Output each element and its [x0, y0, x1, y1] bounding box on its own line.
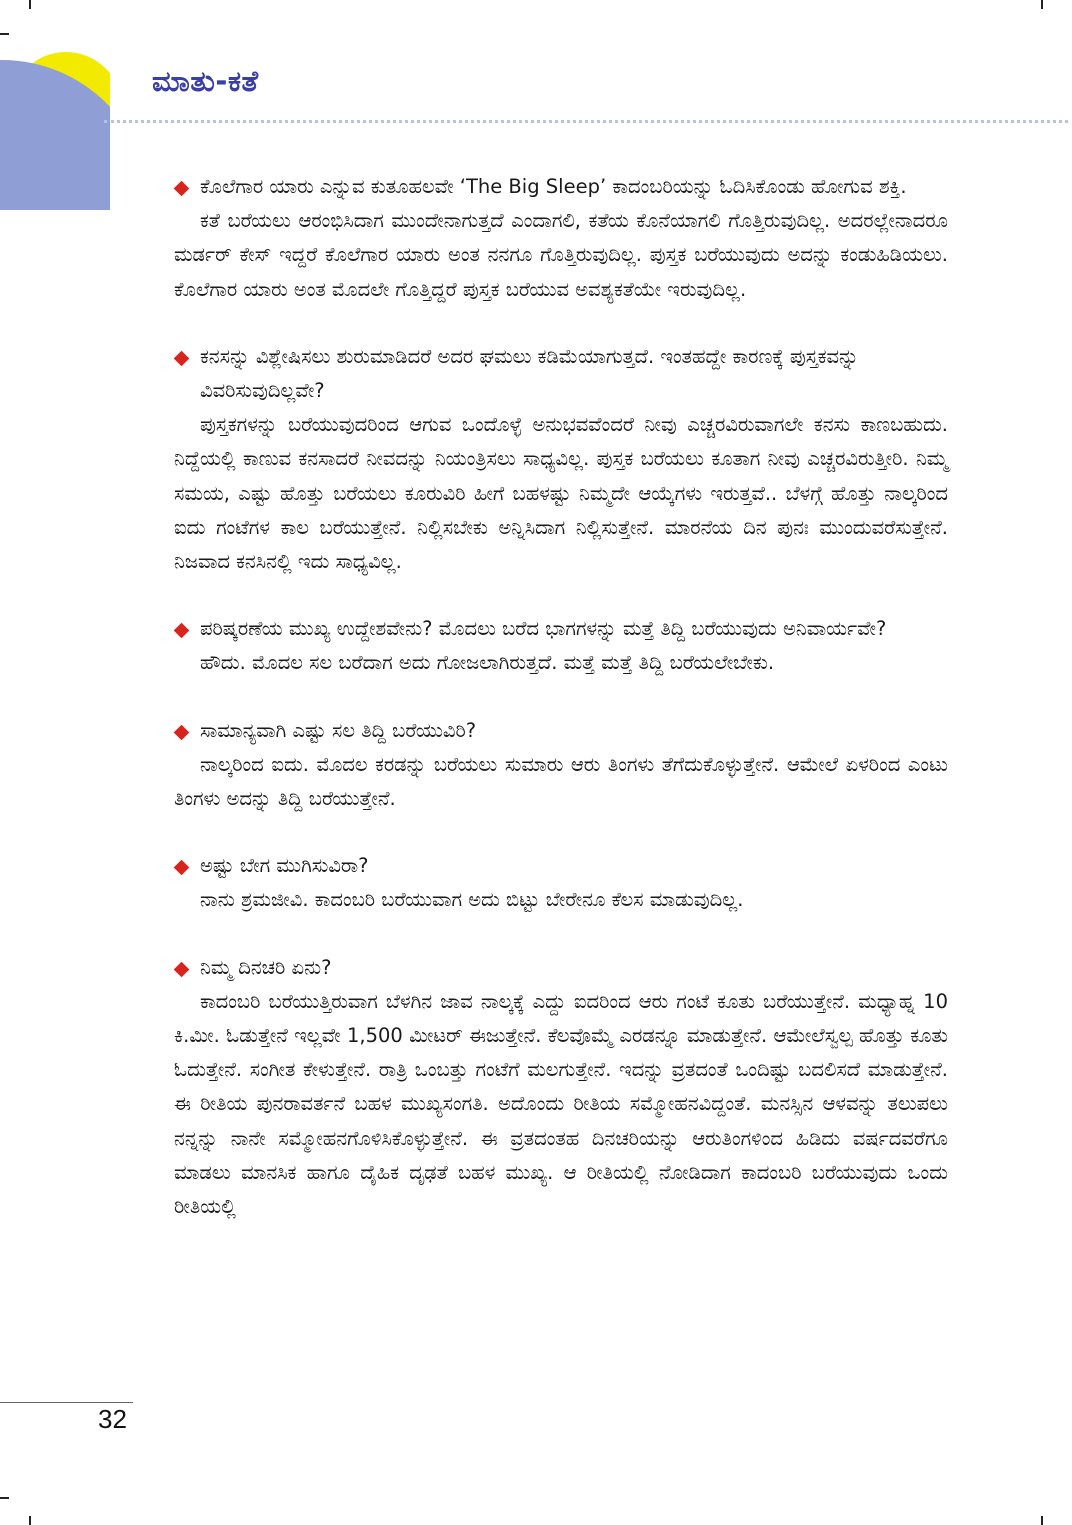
question: ನಿಮ್ಮ ದಿನಚರಿ ಏನು? [174, 951, 948, 985]
red-diamond-bullet-icon [174, 351, 190, 367]
answer: ನಾಲ್ಕರಿಂದ ಐದು. ಮೊದಲ ಕರಡನ್ನು ಬರೆಯಲು ಸುಮಾರು ಆರು ತಿಂಗಳು ತೆಗೆದುಕೊಳ್ಳುತ್ತೇನೆ. ಆಮೇಲೆ ಏಳರಿಂದ ಎಂಟು ತಿಂಗಳು ಅದನ್ನು ತಿದ್ದಿ ಬರೆಯುತ್ತೇನೆ. [174, 752, 948, 811]
question: ಕೊಲೆಗಾರ ಯಾರು ಎನ್ನುವ ಕುತೂಹಲವೇ ‘The Big Sleep’ ಕಾದಂಬರಿಯನ್ನು ಓದಿಸಿಕೊಂಡು ಹೋಗುವ ಶಕ್ತಿ. [174, 170, 948, 204]
crop-mark-bottom-left [29, 1516, 31, 1525]
qa-item [174, 170, 948, 307]
crop-mark-left-bottom [0, 1497, 9, 1499]
red-diamond-bullet-icon [174, 181, 190, 197]
answer: ಪುಸ್ತಕಗಳನ್ನು ಬರೆಯುವುದರಿಂದ ಆಗುವ ಒಂದೊಳ್ಳೆ ಅನುಭವವೆಂದರೆ ನೀವು ಎಚ್ಚರವಿರುವಾಗಲೇ ಕನಸು ಕಾಣಬಹುದು. ನಿದ್ದೆಯಲ್ಲಿ ಕಾಣುವ ಕನಸಾದರೆ ನೀವದನ್ನು ನಿಯಂತ್ರಿಸಲು ಸಾಧ್ಯವಿಲ್ಲ. ಪುಸ್ತಕ ಬರೆಯಲು ಕೂತಾಗ ನೀವು ಎಚ್ಚರವಿರುತ್ತೀರಿ. ನಿಮ್ಮ ಸಮಯ, ಎಷ್ಟು ಹೊತ್ತು ಬರೆಯಲು ಕೂರುವಿರಿ ಹೀಗೆ ಬಹಳಷ್ಟು ನಿಮ್ಮದೇ ಆಯ್ಕೆಗಳು ಇರುತ್ತವೆ.. ಬೆಳಗ್ಗೆ ಹೊತ್ತು ನಾಲ್ಕರಿಂದ ಐದು ಗಂಟೆಗಳ ಕಾಲ ಬರೆಯುತ್ತೇನೆ. ನಿಲ್ಲಿಸಬೇಕು ಅನ್ನಿಸಿದಾಗ ನಿಲ್ಲಿಸುತ್ತೇನೆ. ಮಾರನೆಯ ದಿನ ಪುನಃ ಮುಂದುವರೆಸುತ್ತೇನೆ. ನಿಜವಾದ ಕನಸಿನಲ್ಲಿ ಇದು ಸಾಧ್ಯವಿಲ್ಲ. [174, 413, 948, 574]
qa-item [174, 951, 948, 1225]
answer: ಕತೆ ಬರೆಯಲು ಆರಂಭಿಸಿದಾಗ ಮುಂದೇನಾಗುತ್ತದೆ ಎಂದಾಗಲಿ, ಕತೆಯ ಕೊನೆಯಾಗಲಿ ಗೊತ್ತಿರುವುದಿಲ್ಲ. ಅದರಲ್ಲೇನಾದರೂ ಮರ್ಡರ್ ಕೇಸ್ ಇದ್ದರೆ ಕೊಲೆಗಾರ ಯಾರು ಅಂತ ನನಗೂ ಗೊತ್ತಿರುವುದಿಲ್ಲ. ಪುಸ್ತಕ ಬರೆಯುವುದು ಅದನ್ನು ಕಂಡುಹಿಡಿಯಲು. ಕೊಲೆಗಾರ ಯಾರು ಅಂತ ಮೊದಲೇ ಗೊತ್ತಿದ್ದರೆ ಪುಸ್ತಕ ಬರೆಯುವ ಅವಶ್ಯಕತೆಯೇ ಇರುವುದಿಲ್ಲ. [174, 209, 948, 301]
footer-rule [0, 1402, 133, 1403]
question: ಪರಿಷ್ಕರಣೆಯ ಮುಖ್ಯ ಉದ್ದೇಶವೇನು? ಮೊದಲು ಬರೆದ ಭಾಗಗಳನ್ನು ಮತ್ತೆ ತಿದ್ದಿ ಬರೆಯುವುದು ಅನಿವಾರ್ಯವೇ? [174, 612, 948, 646]
answer: ನಾನು ಶ್ರಮಜೀವಿ. ಕಾದಂಬರಿ ಬರೆಯುವಾಗ ಅದು ಬಿಟ್ಟು ಬೇರೇನೂ ಕೆಲಸ ಮಾಡುವುದಿಲ್ಲ. [200, 888, 744, 912]
question: ಸಾಮಾನ್ಯವಾಗಿ ಎಷ್ಟು ಸಲ ತಿದ್ದಿ ಬರೆಯುವಿರಿ? [174, 714, 948, 748]
red-diamond-bullet-icon [174, 724, 190, 740]
answer: ಕಾದಂಬರಿ ಬರೆಯುತ್ತಿರುವಾಗ ಬೆಳಗಿನ ಜಾವ ನಾಲ್ಕಕ್ಕೆ ಎದ್ದು ಐದರಿಂದ ಆರು ಗಂಟೆ ಕೂತು ಬರೆಯುತ್ತೇನೆ. ಮಧ್ಯಾಹ್ನ 10 ಕಿ.ಮೀ. ಓಡುತ್ತೇನೆ ಇಲ್ಲವೇ 1,500 ಮೀಟರ್ ಈಜುತ್ತೇನೆ. ಕೆಲವೊಮ್ಮೆ ಎರಡನ್ನೂ ಮಾಡುತ್ತೇನೆ. ಆಮೇಲೆಸ್ವಲ್ಪ ಹೊತ್ತು ಕೂತು ಓದುತ್ತೇನೆ. ಸಂಗೀತ ಕೇಳುತ್ತೇನೆ. ರಾತ್ರಿ ಒಂಬತ್ತು ಗಂಟೆಗೆ ಮಲಗುತ್ತೇನೆ. ಇದನ್ನು ವ್ರತದಂತೆ ಒಂದಿಷ್ಟು ಬದಲಿಸದೆ ಮಾಡುತ್ತೇನೆ. ಈ ರೀತಿಯ ಪುನರಾವರ್ತನೆ ಬಹಳ ಮುಖ್ಯಸಂಗತಿ. ಅದೊಂದು ರೀತಿಯ ಸಮ್ಮೋಹನವಿದ್ದಂತೆ. ಮನಸ್ಸಿನ ಆಳವನ್ನು ತಲುಪಲು ನನ್ನನ್ನು ನಾನೇ ಸಮ್ಮೋಹನಗೊಳಿಸಿಕೊಳ್ಳುತ್ತೇನೆ. ಈ ವ್ರತದಂತಹ ದಿನಚರಿಯನ್ನು ಆರುತಿಂಗಳಿಂದ ಹಿಡಿದು ವರ್ಷದವರೆಗೂ ಮಾಡಲು ಮಾನಸಿಕ ಹಾಗೂ ದೈಹಿಕ ದೃಢತೆ ಬಹಳ ಮುಖ್ಯ. ಆ ರೀತಿಯಲ್ಲಿ ನೋಡಿದಾಗ ಕಾದಂಬರಿ ಬರೆಯುವುದು ಒಂದು ರೀತಿಯಲ್ಲಿ [174, 989, 948, 1219]
header-dotted-rule [104, 120, 1068, 123]
crop-mark-top-right [1041, 0, 1043, 9]
qa-item [174, 714, 948, 817]
interview-body [174, 170, 948, 1257]
qa-item [174, 849, 948, 917]
qa-item [174, 340, 948, 579]
section-title: ಮಾತು-ಕತೆ [152, 64, 259, 98]
red-diamond-bullet-icon [174, 860, 190, 876]
crop-mark-bottom-right [1041, 1516, 1043, 1525]
question: ಕನಸನ್ನು ವಿಶ್ಲೇಷಿಸಲು ಶುರುಮಾಡಿದರೆ ಅದರ ಘಮಲು ಕಡಿಮೆಯಾಗುತ್ತದೆ. ಇಂತಹದ್ದೇ ಕಾರಣಕ್ಕೆ ಪುಸ್ತಕವನ್ನು ವಿವರಿಸುವುದಿಲ್ಲವೇ? [174, 340, 948, 408]
qa-item [174, 612, 948, 680]
red-diamond-bullet-icon [174, 623, 190, 639]
page-number: 32 [98, 1404, 127, 1434]
header-decoration [0, 0, 110, 210]
answer: ಹೌದು. ಮೊದಲ ಸಲ ಬರೆದಾಗ ಅದು ಗೋಜಲಾಗಿರುತ್ತದೆ. ಮತ್ತೆ ಮತ್ತೆ ತಿದ್ದಿ ಬರೆಯಲೇಬೇಕು. [200, 651, 775, 675]
red-diamond-bullet-icon [174, 961, 190, 977]
question: ಅಷ್ಟು ಬೇಗ ಮುಗಿಸುವಿರಾ? [174, 849, 948, 883]
